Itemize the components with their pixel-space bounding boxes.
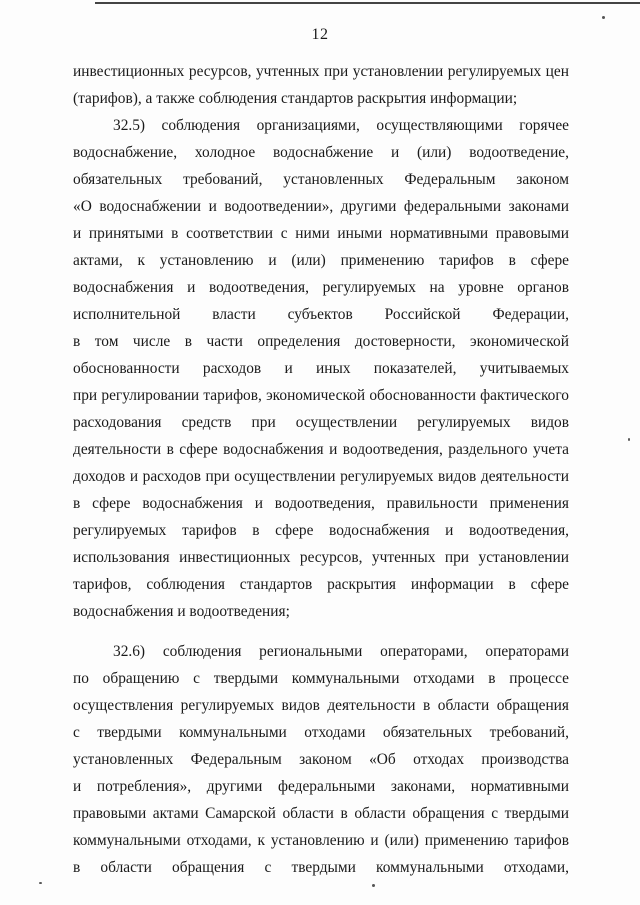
text-line: водоснабжения и водоотведения;: [73, 603, 290, 620]
text-line: 32.5) соблюдения организациями, осуществляющими горячее: [113, 117, 569, 134]
text-line: обязательных требований, установленных Федеральным законом: [73, 171, 569, 188]
page-number: 12: [311, 26, 329, 43]
text-line: регулируемых тарифов в сфере водоснабжения и водоотведения,: [73, 522, 569, 539]
text-line: в области обращения с твердыми коммунальными отходами,: [73, 859, 569, 876]
text-line: водоснабжение, холодное водоснабжение и (или) водоотведение,: [73, 144, 569, 161]
text-line: расходования средств при осуществлении регулируемых видов: [73, 414, 569, 431]
text-line: актами, к установлению и (или) применению тарифов в сфере: [73, 252, 569, 269]
scan-speck: [39, 882, 42, 884]
text-line: «О водоснабжении и водоотведении», другими федеральными законами: [73, 198, 569, 215]
scan-speck: [602, 16, 605, 19]
paragraph-gap: [73, 625, 569, 638]
text-line: осуществления регулируемых видов деятельности в области обращения: [73, 697, 569, 714]
text-line: в том числе в части определения достоверности, экономической: [73, 333, 569, 350]
text-line: деятельности в сфере водоснабжения и водоотведения, раздельного учета: [73, 441, 569, 458]
text-line: по обращению с твердыми коммунальными отходами в процессе: [73, 670, 569, 687]
text-line: коммунальными отходами, к установлению и (или) применению тарифов: [73, 832, 569, 849]
text-line: с твердыми коммунальными отходами обязательных требований,: [73, 724, 569, 741]
text-line: использования инвестиционных ресурсов, учтенных при установлении: [73, 549, 569, 566]
text-line: обоснованности расходов и иных показателей, учитываемых: [73, 360, 569, 377]
text-line: и потребления», другими федеральными законами, нормативными: [73, 778, 569, 795]
text-line: инвестиционных ресурсов, учтенных при установлении регулируемых цен: [73, 63, 569, 80]
text-line: правовыми актами Самарской области в области обращения с твердыми: [73, 805, 569, 822]
scan-speck: [628, 438, 630, 441]
top-edge-line: [95, 2, 640, 4]
text-line: 32.6) соблюдения региональными операторами, операторами: [113, 643, 569, 660]
text-line: тарифов, соблюдения стандартов раскрытия информации в сфере: [73, 576, 569, 593]
document-body: [73, 58, 569, 881]
scan-speck: [372, 884, 375, 887]
text-line: водоснабжения и водоотведения, регулируемых на уровне органов: [73, 279, 569, 296]
text-line: установленных Федеральным законом «Об отходах производства: [73, 751, 569, 768]
text-line: и принятыми в соответствии с ними иными нормативными правовыми: [73, 225, 569, 242]
text-line: доходов и расходов при осуществлении регулируемых видов деятельности: [73, 468, 569, 485]
text-line: в сфере водоснабжения и водоотведения, правильности применения: [73, 495, 569, 512]
text-line: исполнительной власти субъектов Российской Федерации,: [73, 306, 569, 323]
text-line: при регулировании тарифов, экономической обоснованности фактического: [73, 387, 569, 404]
text-line: (тарифов), а также соблюдения стандартов раскрытия информации;: [73, 90, 518, 107]
